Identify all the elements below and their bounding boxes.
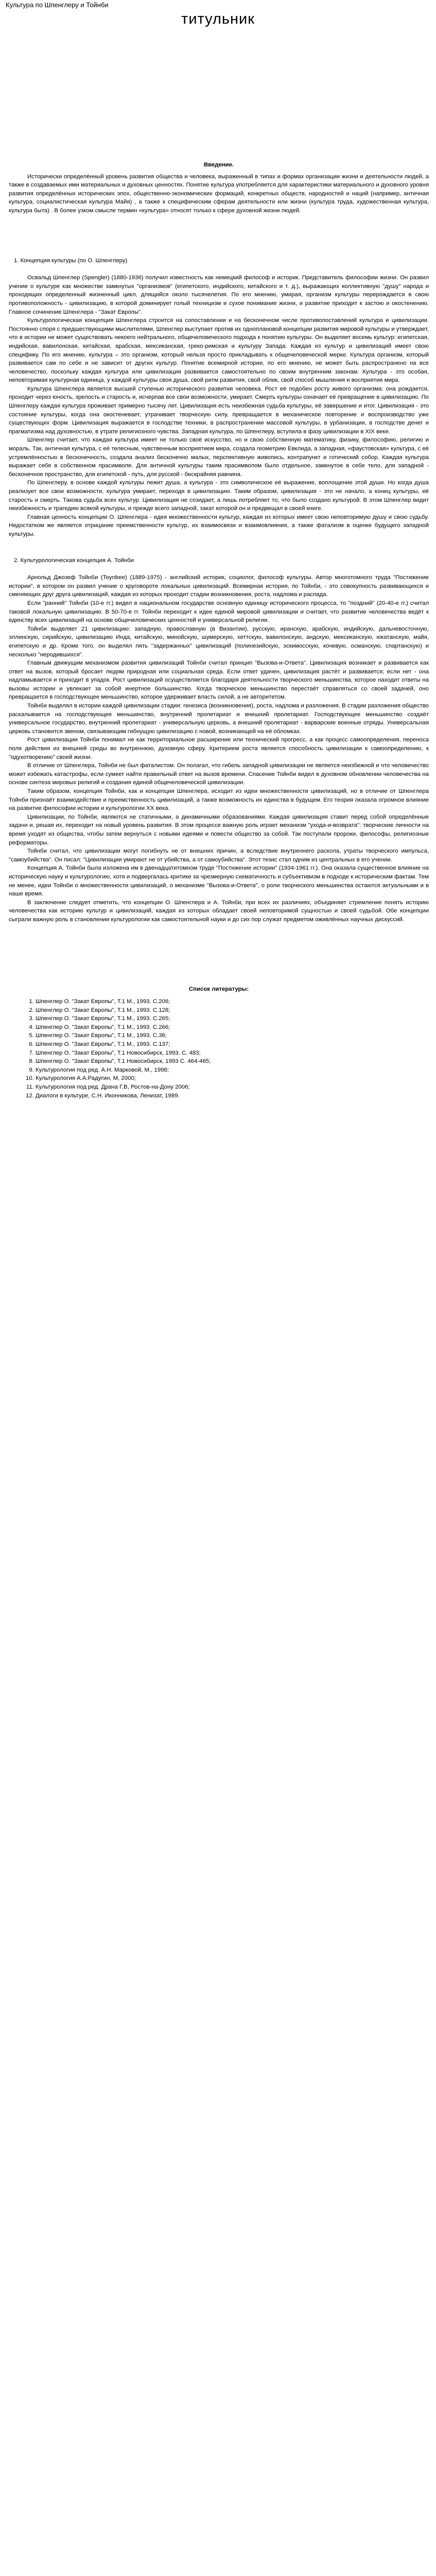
section-2-paragraph: Концепция А. Тойнби была изложена им в двенадцатитомном труде "Постижение истории" (1934-1961 гг.). Она оказала существенное влияние на историческую науку и культурологию, хотя и подвергалась критике за чрезмерную схематичность и субъективизм в подходе к историческим фактам. Тем не менее, идеи Тойнби о множественности цивилизаций, о механизме "Вызова-и-Ответа", о роли творческого меньшинства остаются актуальными и в наше время.: [9, 865, 429, 897]
reference-item: 4. Шпенглер О. "Закат Европы", Т.1 М., 1993. С.266;: [36, 1023, 429, 1032]
section-2-paragraph: Тойнби выделял в истории каждой цивилизации стадии: генезиса (возникновения), роста, надлома и разложения. В стадии разложения общество раскалывается на господствующее меньшинство, внутренний пролетариат и внешний пролетариат. Господствующее меньшинство создаёт универсальное государство, внутренний пролетариат - универсальную церковь, а внешний пролетариат - варварские военные отряды. Универсальная церковь становится звеном, связывающим гибнущую цивилизацию с новой, возникающей на её обломках.: [9, 703, 429, 735]
references-list: [9, 997, 429, 1100]
reference-item: 9. Культурология под ред. А.Н. Марковой, М., 1998;: [36, 1066, 429, 1075]
section-2-paragraph: Арнольд Джозеф Тойнби (Toynbee) (1889-1975) - английский историк, социолог, философ культуры. Автор многотомного труда "Постижение истории", в котором он развил учение о круговороте локальных цивилизаций. Всемирная история, по Тойнби, - это совокупность развивающихся и сменяющих друг друга цивилизаций, каждая из которых проходит стадии возникновения, роста, надлома и распада.: [9, 574, 429, 598]
section-1-paragraph: По Шпенглеру, в основе каждой культуры лежит душа, а культура - это символическое её выражение, воплощение этой души. Но когда душа реализует все свои возможности, культура умирает, переходя в цивилизацию. Таким образом, цивилизация - это не начало, а конец культуры, её старость и смерть. Такова судьба всех культур. Цивилизация не созидает, а лишь потребляет то, что было создано культурой. В этом Шпенглер видит неизбежность и трагедию всякой культуры, и прежде всего западной, закат которой он и предвещал в своей книге.: [9, 480, 429, 512]
reference-item: 5. Шпенглер О. "Закат Европы", Т.1 М., 1993. С.36;: [36, 1031, 429, 1040]
section-2-paragraph: Тойнби выделяет 21 цивилизацию: западную, православную (в Византии), русскую, иранскую, арабскую, индийскую, дальневосточную, эллинскую, сирийскую, цивилизацию Инда, китайскую, минойскую, шумерскую, хеттскую, вавилонскую, андскую, мексиканскую, юкатанскую, майя, египетскую и др. Кроме того, он выделял пять "задержанных" цивилизаций (полинезийскую, эскимосскую, кочевую, османскую, спартанскую) и несколько "неродившихся".: [9, 625, 429, 658]
reference-item: 10. Культурология А.А.Радугин, М, 2000;: [36, 1074, 429, 1083]
reference-item: 12. Диалоги в культуре, С.Н. Иконникова, Ленизат, 1989.: [36, 1092, 429, 1100]
section-2-paragraph: Тойнби считал, что цивилизации могут погибнуть не от внешних причин, а вследствие внутреннего раскола, утраты творческого импульса, "самоубийства". Он писал: "Цивилизации умирают не от убийства, а от самоубийства". Этот тезис стал одним из центральных в его учении.: [9, 848, 429, 863]
spacer: [9, 565, 429, 573]
document-body: [9, 161, 429, 1100]
spacer: [9, 924, 429, 985]
reference-item: 3. Шпенглер О. "Закат Европы", Т.1 М., 1993. С.265;: [36, 1014, 429, 1023]
section-1-paragraph: Освальд Шпенглер (Spengler) (1880-1936) получил известность как немецкий философ и историк. Представитель философии жизни. Он развил учение о культуре как множестве замкнутых "организмов" (египетского, индийского, китайского и т. д.), выражающих коллективную "душу" народа и проходящих определенный жизненный цикл, длящийся около тысячелетия. По его мнению, умирая, организм культуры перерождается в свою противоположность - цивилизацию, в которой доминирует голый техницизм и сухое понимание жизни, и развитие приходит к застою и окостенению. Главное сочинение Шпенглера - "Закат Европы".: [9, 275, 429, 315]
document-header-title: Культура по Шпенглеру и Тойнби: [6, 1, 109, 9]
intro-heading: Введение.: [203, 162, 234, 168]
reference-item: 2. Шпенглер О. "Закат Европы", Т.1 М., 1993. С.128;: [36, 1006, 429, 1015]
section-2-paragraph: Таким образом, концепция Тойнби, как и концепция Шпенглера, исходит из идеи множественности цивилизаций, но в отличие от Шпенглера Тойнби признаёт взаимодействие и преемственность цивилизаций, а также возможность их единства в будущем. Его теория оказала огромное влияние на развитие философии истории и культурологии XX века.: [9, 788, 429, 812]
section-1-heading: 1. Концепция культуры (по О. Шпенглеру): [14, 257, 128, 264]
section-2-paragraph: В заключение следует отметить, что концепции О. Шпенглера и А. Тойнби, при всех их различиях, объединяет стремление понять историю человечества как историю культур и цивилизаций, каждая из которых обладает своей неповторимой сущностью и своей судьбой. Обе концепции сыграли важную роль в становлении культурологии как самостоятельной науки и до сих пор служат предметом оживлённых научных дискуссий.: [9, 899, 429, 923]
reference-item: 8. Шпенглер О. "Закат Европы", Т.1 Новосибирск, 1993 С. 464-465;: [36, 1057, 429, 1066]
section-1-paragraph: Культура Шпенглера является высшей ступенью исторического развития человека. Рост её подобен росту живого организма: она рождается, проходит через юность, зрелость и старость и, исчерпав все свои возможности, умирает. Смерть культуры означает её превращение в цивилизацию. По Шпенглеру каждая культура проживает примерно тысячу лет. Цивилизация есть неизбежная судьба культуры, её завершение и итог. Цивилизация - это состояние культуры, когда она окостеневает, утрачивает творческую силу, превращается в механическое повторение и воспроизводство уже существующих форм. Цивилизация выражается в господстве техники, в распространении массовой культуры, в урбанизации, в господстве денег и прагматизма над духовностью, в утрате религиозного чувства. Западная культура, по Шпенглеру, вступила в фазу цивилизации в XIX веке.: [9, 385, 429, 435]
intro-paragraph: Исторически определённый уровень развития общества и человека, выраженный в типах и формах организации жизни и деятельности людей, а также в создаваемых ими материальных и духовных ценностях. Понятие культура употребляется для характеристики материального и духовного уровня развития определённых исторических эпох, общественно-экономических формаций, конкретных обществ, народностей и наций (например, античная культура, социалистическая культура Майя) , а также к специфическим сферам деятельности или жизни (культура труда, художественная культура, культура быта) . В более узком смысле термин «культура» относят только к сфере духовной жизни людей.: [9, 173, 429, 214]
spacer: [9, 539, 429, 556]
section-2-paragraph: Рост цивилизации Тойнби понимал не как территориальное расширение или технический прогресс, а как процесс самоопределения, переноса поля действия из внешней среды во внутреннюю, духовную сферу. Критерием роста является способность цивилизации к самоопределению, к "одухотворению" своей жизни.: [9, 737, 429, 760]
section-2-paragraph: Если "ранний" Тойнби (10-е гг.) видел в национальном государстве основную единицу исторического процесса, то "поздний" (20-40-е гг.) считал таковой локальную цивилизацию. В 50-70-е гг. Тойнби переходит к идее единой мировой цивилизации и считает, что развитие человечества ведёт к единству всех цивилизаций на основе общечеловеческих ценностей и универсальной религии.: [9, 600, 429, 624]
reference-item: 6. Шпенглер О. "Закат Европы", Т.1 М., 1993. С.137;: [36, 1040, 429, 1049]
spacer: [9, 265, 429, 274]
section-2-paragraph: Главным движущим механизмом развития цивилизаций Тойнби считал принцип "Вызова-и-Ответа". Цивилизация возникает и развивается как ответ на вызов, который бросает людям природная или социальная среда. Если ответ удачен, цивилизация растёт и развивается; если нет - она надламывается и приходит в упадок. Рост цивилизаций осуществляется благодаря деятельности творческого меньшинства, которое находит ответы на вызовы истории и увлекает за собой инертное большинство. Когда творческое меньшинство перестаёт справляться со своей задачей, оно превращается в господствующее меньшинство, которое удерживает власть силой, а не авторитетом.: [9, 660, 429, 701]
reference-item: 1. Шпенглер О. "Закат Европы", Т.1 М., 1993. С.206;: [36, 997, 429, 1006]
section-2-heading: 2. Культурологическая концепция А. Тойнби: [14, 557, 134, 564]
title-page-label: титульник: [181, 11, 255, 27]
section-2-paragraph: В отличие от Шпенглера, Тойнби не был фаталистом. Он полагал, что гибель западной цивилизации не является неизбежной и что человечество может избежать катастрофы, если сумеет найти правильный ответ на вызов времени. Спасение Тойнби видел в духовном обновлении человечества на основе синтеза мировых религий и создания единой общечеловеческой цивилизации.: [9, 762, 429, 786]
section-1-paragraph: Культурологическая концепция Шпенглера строится на сопоставлении и на бесконечном числе противопоставлений культура и цивилизации. Постоянно споря с предшествующими мыслителями, Шпенглер выступает против их одноплановой концепции развития мировой культуры и утверждает, что в истории не может существовать некоего нейтрального, общечеловеческого подхода к понятию культуры. Он выделяет восемь культур: египетская, индийская, вавилонская, китайская, арабская, мексиканская, греко-римская и культуру Запада. Каждая из культур и цивилизаций имеет свою специфику. По его мнению, культура – это организм, который нельзя просто прикладывать к общечеловеческой мерке. Культура организм, который развивается сам по себе и не зависит от других культур. Понятие всемирной истории, по его мнению, не может быть распространено на все человечество, поскольку каждая культура или цивилизация развивается самостоятельно по своим внутренним законам. Культура - это особая, неповторимая культурная единица, у каждой культуры своя душа, свой ритм развития, свой облик, свой способ мышления и восприятия мира.: [9, 317, 429, 384]
section-1-paragraph: Шпенглер считает, что каждая культура имеет не только своё искусство, но и свою собственную математику, физику, философию, религию и мораль. Так, античная культура, с её телесным, чувственным восприятием мира, создала геометрию Евклида, а западная, «фаустовская» культура, с её устремлённостью в бесконечность, создала анализ бесконечно малых, перспективную живопись, контрапункт и готический собор. Каждая культура выражает себя в собственном прасимволе. Для античной культуры таким прасимволом было отдельное, замкнутое в себе тело, для западной - бесконечное пространство, для египетской - путь, для русской - бескрайняя равнина.: [9, 437, 429, 478]
references-heading: Список литературы:: [188, 986, 249, 992]
reference-item: 11. Культурология под ред. Драча Г.В, Ростов-на-Дону 2006;: [36, 1083, 429, 1092]
reference-item: 7. Шпенглер О. "Закат Европы", Т.1 Новосибирск, 1993. С. 483;: [36, 1049, 429, 1058]
section-1-paragraph: Главная ценность концепции О. Шпенглера - идея множественности культур, каждая из которых имеет свою неповторимую душу и свою судьбу. Недостатком же является отрицание преемственности культур, их взаимосвязи и взаимовлияния, а также фатализм в оценке будущего западной культуры.: [9, 514, 429, 537]
section-2-paragraph: Цивилизации, по Тойнби, являются не статичными, а динамичными образованиями. Каждая цивилизация ставит перед собой определённые задачи и, решая их, переходит на новый уровень развития. В этом процессе важную роль играет механизм "ухода-и-возврата": творческие личности на время уходят из общества, чтобы затем вернуться с новыми идеями и повести общество за собой. Так поступали пророки, философы, религиозные реформаторы.: [9, 814, 429, 846]
spacer: [9, 215, 429, 257]
